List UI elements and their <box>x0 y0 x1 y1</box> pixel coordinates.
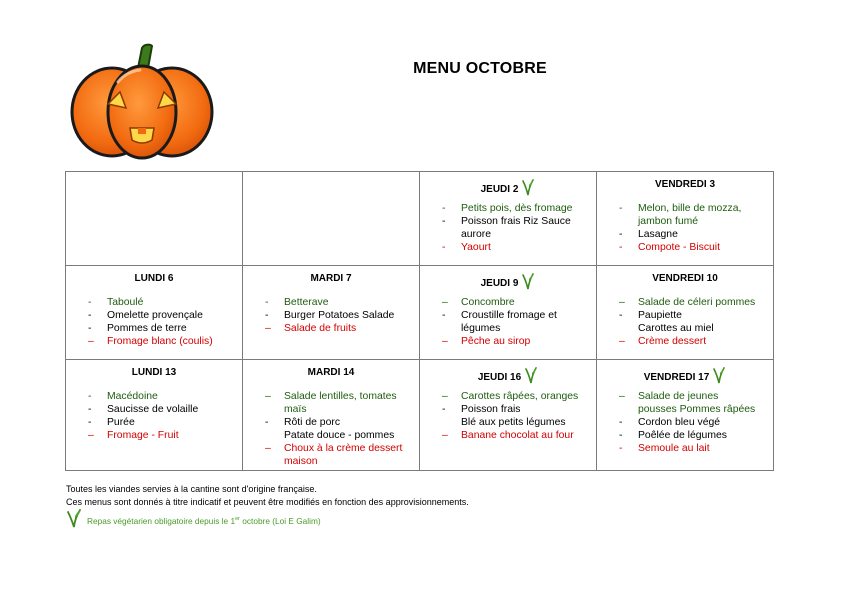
menu-row <box>66 265 774 359</box>
menu-cell <box>66 359 243 470</box>
menu-item: – Salade de céleri pommes <box>619 296 757 309</box>
note-disclaimer: Ces menus sont donnés à titre indicatif et peuvent être modifiés en fonction des approvisionnements. <box>66 497 469 507</box>
page-title: MENU OCTOBRE <box>413 60 547 77</box>
menu-item: - Poêlée de légumes <box>619 429 757 442</box>
day-label: LUNDI 13 <box>131 366 177 378</box>
menu-items <box>420 390 596 442</box>
menu-item: - Melon, bille de mozza, jambon fumé <box>619 202 757 228</box>
menu-item: - Petits pois, dès fromage <box>442 202 580 215</box>
menu-table <box>65 171 774 471</box>
menu-item: - Cordon bleu végé <box>619 416 757 429</box>
notes <box>66 483 469 509</box>
menu-cell <box>66 172 243 266</box>
menu-cell <box>420 359 597 470</box>
menu-item: - Taboulé <box>88 296 226 309</box>
menu-items <box>66 296 242 348</box>
menu-item: - Burger Potatoes Salade <box>265 309 403 322</box>
menu-item: – Salade lentilles, tomates maïs <box>265 390 403 416</box>
menu-items <box>597 202 773 254</box>
veg-note-sup: er <box>235 516 240 522</box>
leaf-icon <box>712 366 726 384</box>
menu-item: – Salade de jeunes pousses Pommes râpées <box>619 390 757 416</box>
menu-items <box>597 296 773 348</box>
day-heading <box>66 266 242 286</box>
menu-cell <box>243 359 420 470</box>
menu-item: – Pêche au sirop <box>442 335 580 348</box>
menu-item: – Concombre <box>442 296 580 309</box>
day-heading <box>420 172 596 195</box>
day-label: VENDREDI 10 <box>652 272 718 284</box>
menu-item: – Salade de fruits <box>265 322 403 335</box>
menu-item: - Purée <box>88 416 226 429</box>
menu-cell <box>243 172 420 266</box>
menu-item: - Poisson frais Blé aux petits légumes <box>442 403 580 429</box>
menu-cell <box>597 172 774 266</box>
menu-items <box>66 390 242 442</box>
day-heading <box>243 172 419 192</box>
day-heading <box>597 172 773 192</box>
menu-item: - Saucisse de volaille <box>88 403 226 416</box>
menu-item: – Carottes râpées, oranges <box>442 390 580 403</box>
leaf-icon <box>521 272 535 290</box>
leaf-icon <box>521 178 535 196</box>
leaf-icon <box>524 366 538 384</box>
day-heading <box>597 360 773 383</box>
menu-item: - Pommes de terre <box>88 322 226 335</box>
menu-item: - Paupiette Carottes au miel <box>619 309 757 335</box>
menu-cell <box>243 265 420 359</box>
menu-item: – Fromage - Fruit <box>88 429 226 442</box>
menu-items <box>243 296 419 335</box>
menu-items <box>243 390 419 468</box>
day-label: VENDREDI 17 <box>643 371 710 383</box>
day-heading <box>420 360 596 383</box>
day-label: VENDREDI 3 <box>654 179 715 190</box>
day-label: JEUDI 2 <box>480 184 519 195</box>
menu-items <box>597 390 773 455</box>
menu-cell <box>420 172 597 266</box>
day-label: JEUDI 9 <box>480 277 519 289</box>
menu-item: - Betterave <box>265 296 403 309</box>
day-label: LUNDI 6 <box>134 272 174 284</box>
menu-item: - Croustille fromage et légumes <box>442 309 580 335</box>
menu-items <box>420 202 596 254</box>
menu-items <box>420 296 596 348</box>
menu-item: – Crème dessert <box>619 335 757 348</box>
menu-item: - Yaourt <box>442 241 580 254</box>
menu-item: – Banane chocolat au four <box>442 429 580 442</box>
menu-row <box>66 172 774 266</box>
leaf-icon <box>66 508 82 528</box>
day-heading <box>420 266 596 289</box>
day-heading <box>66 360 242 380</box>
menu-item: - Rôti de porc Patate douce - pommes <box>265 416 403 442</box>
menu-item: - Omelette provençale <box>88 309 226 322</box>
pumpkin-icon <box>68 42 216 162</box>
day-label: MARDI 14 <box>307 366 355 378</box>
day-heading <box>597 266 773 286</box>
day-heading <box>66 172 242 192</box>
day-label: MARDI 7 <box>310 272 352 284</box>
menu-item: - Poisson frais Riz Sauce aurore <box>442 215 580 241</box>
menu-item: - Compote - Biscuit <box>619 241 757 254</box>
menu-item: - Lasagne <box>619 228 757 241</box>
menu-cell <box>597 265 774 359</box>
note-origin: Toutes les viandes servies à la cantine sont d'origine française. <box>66 484 317 494</box>
day-heading <box>243 360 419 380</box>
day-heading <box>243 266 419 286</box>
menu-item: - Semoule au lait <box>619 442 757 455</box>
menu-row <box>66 359 774 470</box>
menu-cell <box>66 265 243 359</box>
vegetarian-note <box>66 508 321 528</box>
day-label: JEUDI 16 <box>477 371 522 383</box>
menu-item: – Fromage blanc (coulis) <box>88 335 226 348</box>
veg-note-text-end: octobre (Loi E Galim) <box>239 516 321 526</box>
menu-item: - Macédoine <box>88 390 226 403</box>
menu-item: – Choux à la crème dessert maison <box>265 442 403 468</box>
menu-cell <box>420 265 597 359</box>
veg-note-text: Repas végétarien obligatoire depuis le 1 <box>87 516 236 526</box>
menu-cell <box>597 359 774 470</box>
